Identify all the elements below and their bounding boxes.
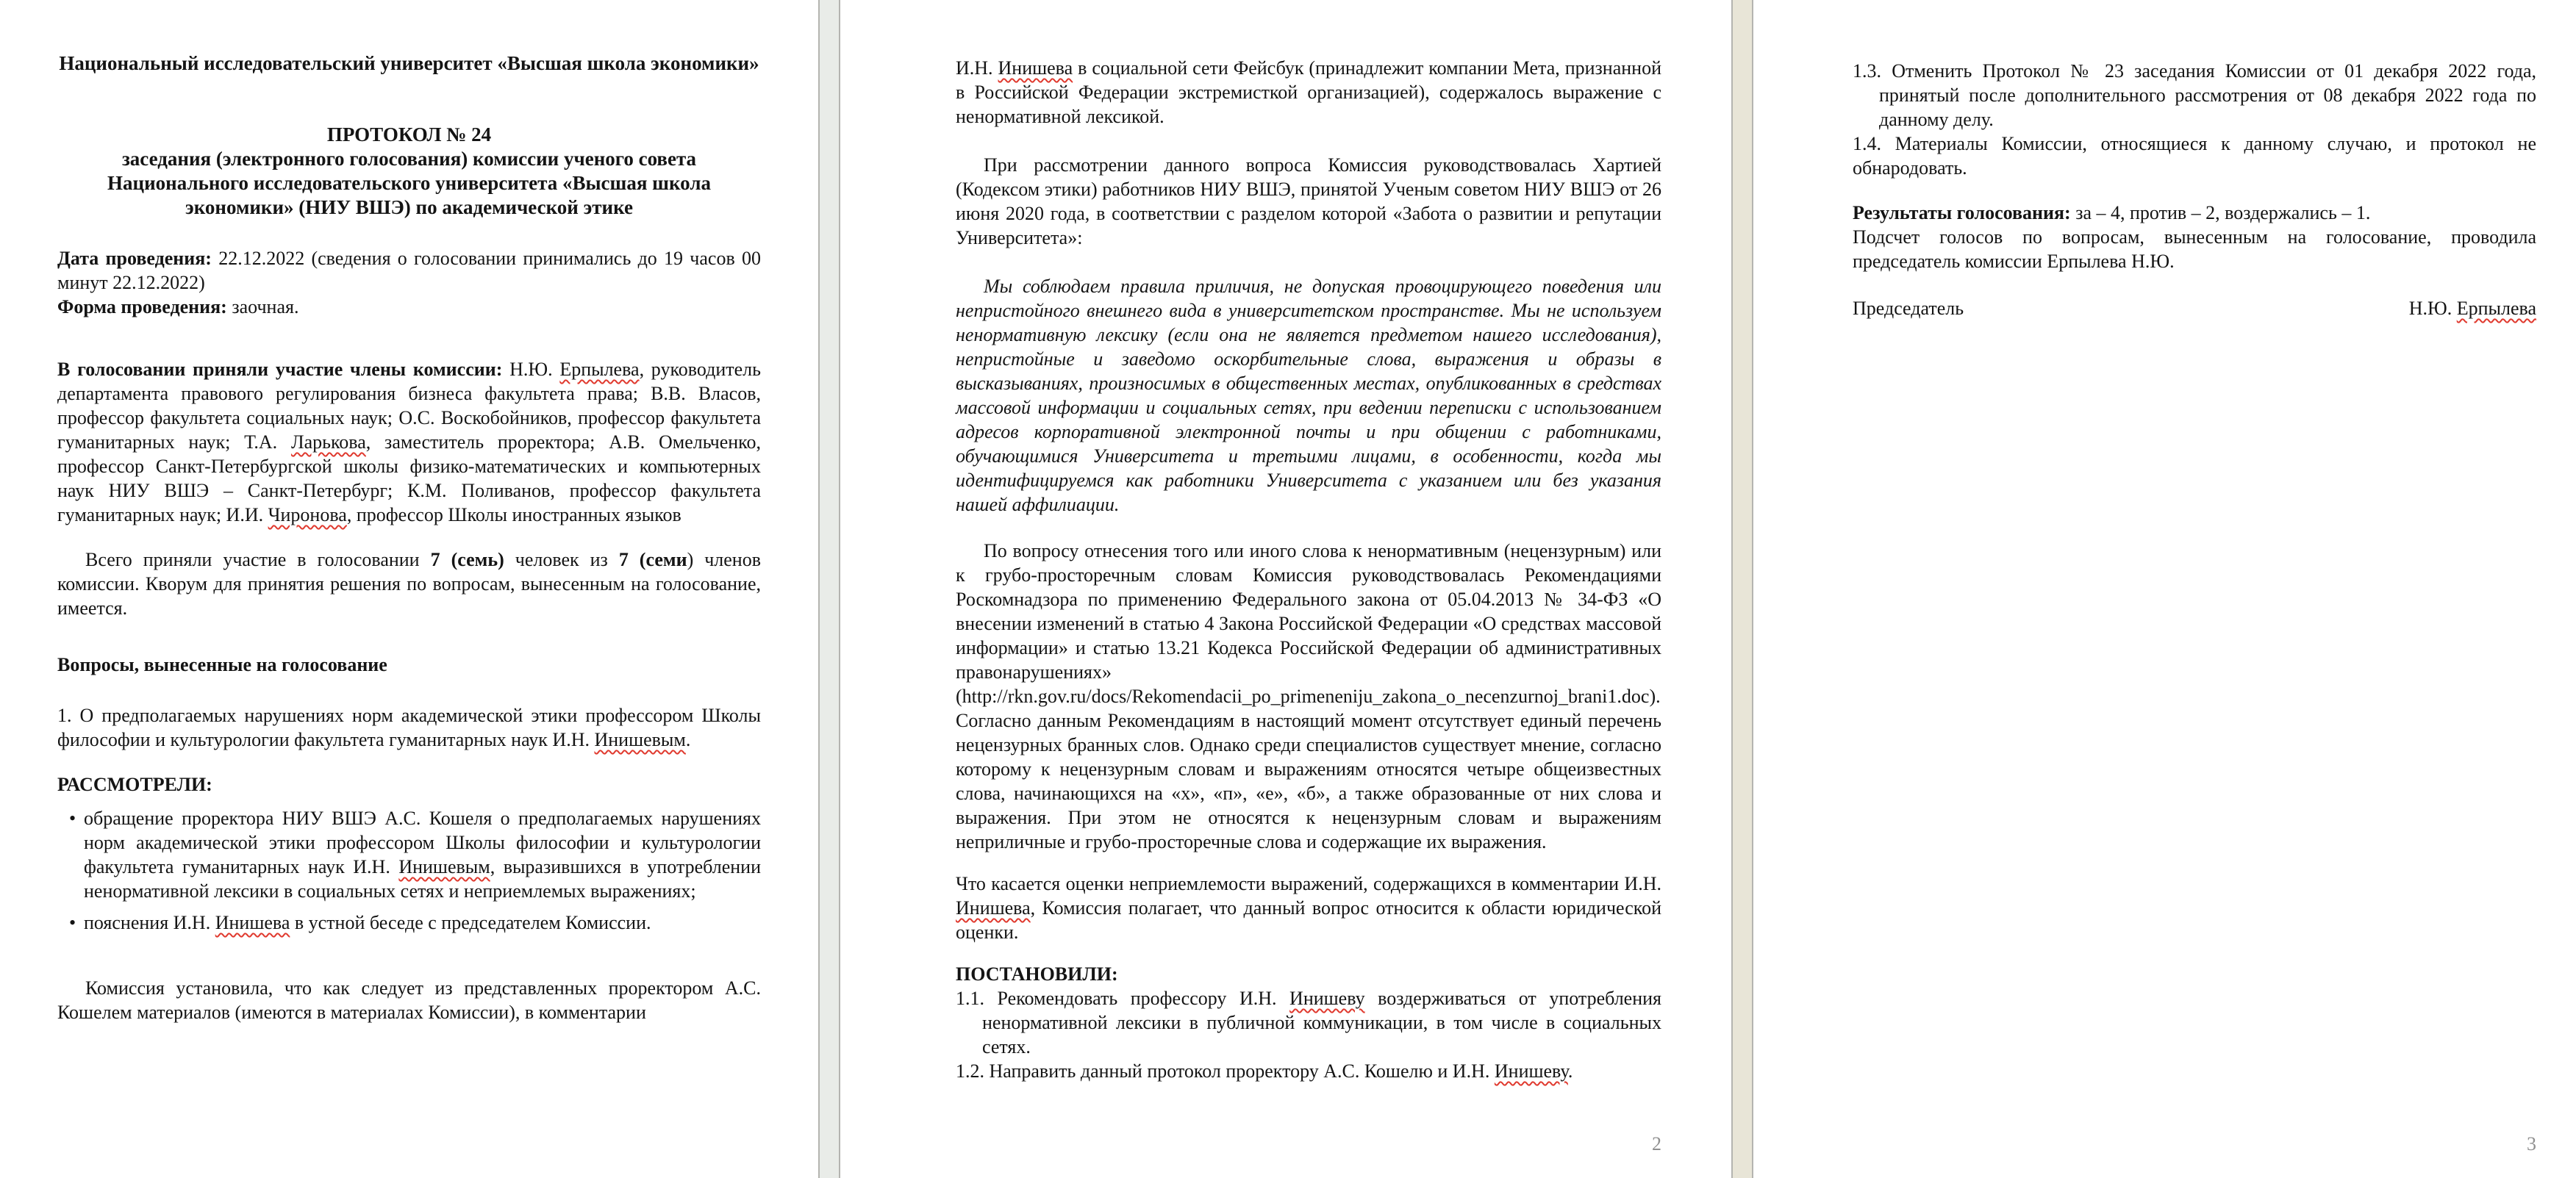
text-segment: обращение проректора НИУ ВШЭ А.С. Кошеля о предполагаемых нарушениях норм академической этики профессором Школы философии и культурологии факультета гуманитарных наук И.Н.	[84, 808, 761, 877]
text-segment: 7 (семь)	[430, 549, 504, 570]
vote-count-paragraph	[1853, 225, 2536, 273]
resolution-1-3	[1853, 59, 2536, 132]
page-number: 2	[1652, 1133, 1661, 1154]
text-segment: заседания (электронного голосования) комиссии ученого совета Национального исследовательского университета «Высшая школа экономики» (НИУ ВШЭ) по академической этике	[107, 148, 711, 218]
signature-row	[1853, 296, 2536, 320]
roskomnadzor-paragraph	[956, 539, 1661, 854]
text-segment: заочная.	[226, 296, 299, 317]
text-segment: , Комиссия полагает, что данный вопрос относится к области юридической оценки.	[956, 897, 1661, 943]
protocol-number-heading	[57, 123, 761, 147]
text-segment: В голосовании приняли участие члены комиссии:	[57, 359, 503, 380]
agenda-heading	[57, 653, 761, 677]
agenda-item-paragraph	[57, 703, 761, 752]
spellcheck-flagged-word: Инишева	[215, 912, 290, 933]
resolution-1-1	[956, 986, 1661, 1059]
text-segment: ПОСТАНОВИЛИ:	[956, 963, 1118, 985]
page-gap	[818, 0, 840, 1178]
text-segment: 1.1. Рекомендовать профессору И.Н.	[956, 988, 1290, 1009]
text-segment: , профессор Школы иностранных языков	[346, 504, 681, 525]
text-segment: .	[1567, 1060, 1573, 1082]
text-segment: 22.12.2022 (сведения о голосовании принимались до 19 часов 00 минут 22.12.2022)	[57, 248, 761, 293]
text-segment: 1. О предполагаемых нарушениях норм академической этики профессором Школы философии и культурологии факультета гуманитарных наук И.Н.	[57, 705, 761, 750]
spellcheck-flagged-word: Инишева	[998, 57, 1073, 79]
text-segment: ПРОТОКОЛ № 24	[326, 123, 492, 146]
date-paragraph	[57, 246, 761, 295]
text-segment: Вопросы, вынесенные на голосование	[57, 654, 387, 675]
text-segment: ) членов комиссии. Кворум для принятия решения по вопросам, вынесенным на голосование, имеется.	[57, 549, 761, 619]
text-segment: Национальный исследовательский университет «Высшая школа экономики»	[59, 52, 759, 74]
page-2-text-column	[956, 47, 1661, 1083]
text-segment: РАССМОТРЕЛИ:	[57, 774, 212, 795]
bullet-marker-icon: •	[69, 808, 76, 829]
spellcheck-flagged-word: Инишева	[956, 897, 1031, 919]
text-segment: , выразившихся в употреблении ненормативной лексики в социальных сетях и неприемлемых выражениях;	[84, 856, 762, 902]
considered-bullet-2	[57, 911, 761, 935]
page-number: 3	[2527, 1133, 2536, 1154]
page-1-text-column	[57, 51, 761, 1024]
resolution-1-2	[956, 1059, 1661, 1083]
text-segment: , заместитель проректора; А.В. Омельченко, профессор Санкт-Петербургской школы физико-математических и компьютерных наук НИУ ВШЭ – Санкт-Петербург; К.М. Поливанов, профессор факультета гуманитарных наук; И.И.	[57, 431, 761, 525]
text-segment: 1.4. Материалы Комиссии, относящиеся к данному случаю, и протокол не обнародовать.	[1853, 133, 2536, 179]
spellcheck-flagged-word: Чиронова	[268, 504, 347, 525]
signature-name	[2409, 296, 2536, 320]
text-segment: 1.3. Отменить Протокол № 23 заседания Комиссии от 01 декабря 2022 года, принятый после дополнительного рассмотрения от 08 декабря 2022 года по данному делу.	[1853, 60, 2536, 130]
text-segment: По вопросу отнесения того или иного слова к ненормативным (нецензурным) или к грубо-просторечным словам Комиссия руководствовалась Рекомендациями Роскомнадзора по применению Федерального закона от 05.04.2013 № 34-ФЗ «О внесении изменений в статью 4 Закона Российской Федерации «О средствах массовой информации» и статью 13.21 Кодекса Российской Федерации об административных правонарушениях» (http://rkn.gov.ru/docs/Rekomendacii_po_primeneniju_zakona_o_necenzurnoj_brani1.doc). Согласно данным Рекомендациям в настоящий момент отсутствует единый перечень нецензурных бранных слов. Однако среди специалистов существует мнение, согласно которому к нецензурным словам и выражениям относятся четыре общеизвестных слова, начинающихся на «х», «п», «е», «б», а также образованные от них слова и выражения. При этом не относятся к нецензурным словам и выражениям неприличные и грубо-просторечные слова и содержащие их выражения.	[956, 540, 1661, 852]
text-segment: Форма проведения:	[57, 296, 227, 317]
resolved-heading	[956, 962, 1661, 986]
participants-paragraph	[57, 357, 761, 527]
spellcheck-flagged-word: Инишевым	[398, 856, 490, 877]
facebook-comment-paragraph	[956, 56, 1661, 129]
legal-assessment-paragraph	[956, 872, 1661, 944]
text-segment: 7 (семи	[618, 549, 687, 570]
text-segment: Мы соблюдаем правила приличия, не допуская провоцирующего поведения или непристойного внешнего вида в университетском пространстве. Мы не используем ненормативную лексику (если она не является предметом нашего исследования), непристойные и заведомо оскорбительные слова, выражения и образы в высказываниях, произносимых в общественных местах, опубликованных в средствах массовой информации и социальных сетях, при ведении переписки с использованием адресов корпоративной электронной почты и при общении с работниками, обучающимися Университета и третьими лицами, в особенности, когда мы идентифицируемся как работники Университета с указанием или без указания нашей аффилиации.	[956, 276, 1661, 515]
spellcheck-flagged-word: Ерпылева	[559, 359, 640, 380]
page-1	[0, 0, 818, 1178]
text-segment: Что касается оценки неприемлемости выражений, содержащихся в комментарии И.Н.	[956, 873, 1661, 894]
text-segment: воздерживаться от употребления ненормативной лексики в публичной коммуникации, в том числе в социальных сетях.	[982, 988, 1661, 1057]
page-3-text-column	[1853, 47, 2536, 320]
spellcheck-flagged-word: Ерпылева	[2456, 298, 2536, 319]
text-segment: Подсчет голосов по вопросам, вынесенным на голосование, проводила председатель комиссии Ерпылева Н.Ю.	[1853, 226, 2536, 272]
text-segment: Комиссия установила, что как следует из представленных проректором А.С. Кошелем материалов (имеются в материалах Комиссии), в комментарии	[57, 977, 761, 1023]
form-paragraph	[57, 295, 761, 319]
charter-paragraph	[956, 153, 1661, 250]
considered-bullet-1	[57, 806, 761, 903]
text-segment: При рассмотрении данного вопроса Комиссия руководствовалась Хартией (Кодексом этики) работников НИУ ВШЭ, принятой Ученым советом НИУ ВШЭ от 26 июня 2020 года, в соответствии с разделом которой «Забота о развитии и репутации Университета»:	[956, 154, 1661, 248]
text-segment: , руководитель департамента правового регулирования бизнеса факультета права; В.В. Власов, профессор факультета социальных наук; О.С. Воскобойников, профессор факультета гуманитарных наук; Т.А.	[57, 359, 761, 453]
text-segment: Дата проведения:	[57, 248, 212, 269]
page-3	[1753, 0, 2576, 1178]
text-segment: в социальной сети Фейсбук (принадлежит компании Мета, признанной в Российской Федерации экстремисткой организацией), содержалось выражение с ненормативной лексикой.	[956, 57, 1661, 127]
bullet-marker-icon: •	[69, 912, 76, 933]
voting-results-paragraph	[1853, 201, 2536, 225]
spellcheck-flagged-word: Инишевым	[594, 729, 686, 750]
text-segment: Н.Ю.	[2408, 298, 2457, 319]
spellcheck-flagged-word: Инишеву	[1289, 988, 1365, 1009]
spellcheck-flagged-word: Ларькова	[290, 431, 366, 453]
resolution-1-4	[1853, 132, 2536, 180]
text-segment: Результаты голосования:	[1853, 202, 2071, 223]
commission-found-paragraph	[57, 976, 761, 1024]
charter-quote-paragraph	[956, 274, 1661, 517]
signature-role-label	[1853, 296, 1964, 320]
text-segment: Всего приняли участие в голосовании	[85, 549, 431, 570]
text-segment: Председатель	[1853, 298, 1964, 319]
protocol-subject-heading	[57, 147, 761, 220]
text-segment: 1.2. Направить данный протокол проректору А.С. Кошелю и И.Н.	[956, 1060, 1495, 1082]
spellcheck-flagged-word: Инишеву	[1494, 1060, 1568, 1082]
text-segment: Н.Ю.	[502, 359, 560, 380]
doc-title	[57, 51, 761, 76]
text-segment: человек из	[504, 549, 619, 570]
text-segment: И.Н.	[956, 57, 998, 79]
text-segment: за – 4, против – 2, воздержались – 1.	[2070, 202, 2371, 223]
text-segment: .	[685, 729, 691, 750]
page-gap	[1731, 0, 1753, 1178]
text-segment: в устной беседе с председателем Комиссии.	[290, 912, 651, 933]
text-segment: пояснения И.Н.	[84, 912, 215, 933]
considered-heading	[57, 772, 761, 797]
page-2	[840, 0, 1731, 1178]
quorum-paragraph	[57, 547, 761, 620]
